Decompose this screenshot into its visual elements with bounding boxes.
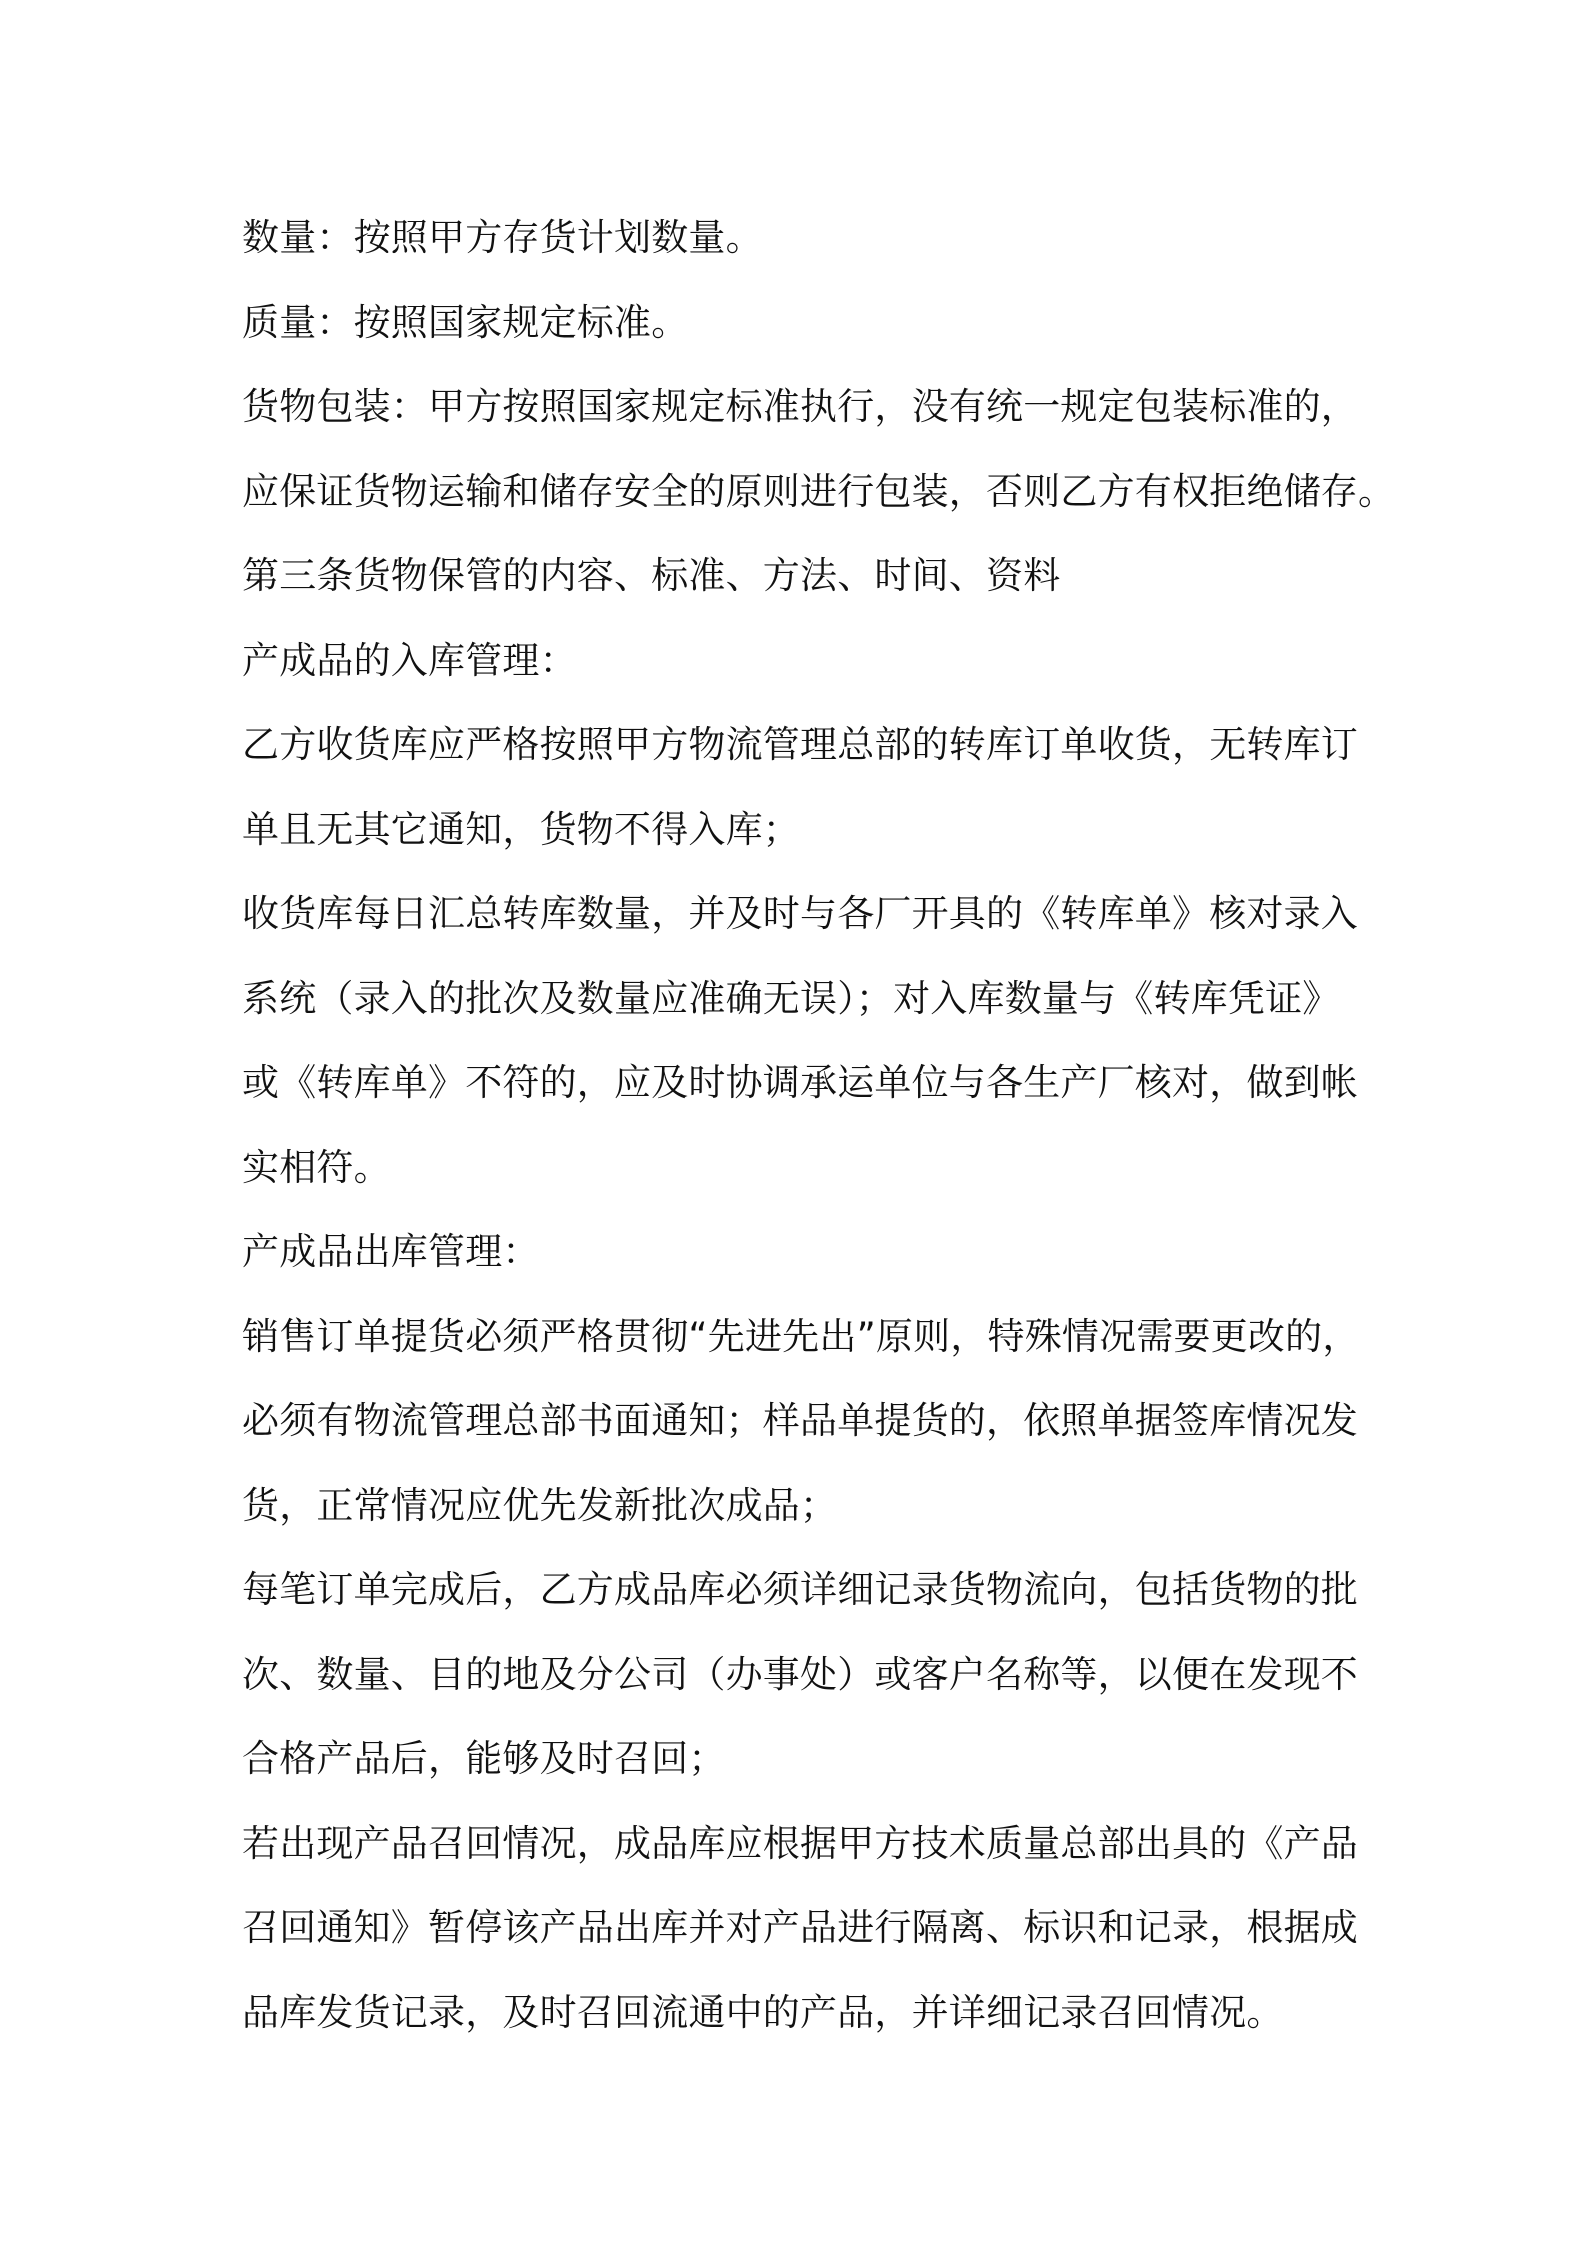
text-line: 单且无其它通知，货物不得入库；	[242, 807, 800, 851]
text-line: 货，正常情况应优先发新批次成品；	[242, 1483, 838, 1527]
text-line: 或《转库单》不符的，应及时协调承运单位与各生产厂核对，做到帐	[242, 1061, 1358, 1104]
text-line: 若出现产品召回情况，成品库应根据甲方技术质量总部出具的《产品	[242, 1821, 1358, 1865]
text-line: 收货库每日汇总转库数量，并及时与各厂开具的《转库单》核对录入	[242, 892, 1358, 935]
text-line: 召回通知》暂停该产品出库并对产品进行隔离、标识和记录，根据成	[242, 1906, 1358, 1949]
text-line-quality: 质量：按照国家规定标准。	[242, 300, 689, 344]
text-line-quantity: 数量：按照甲方存货计划数量。	[242, 216, 763, 259]
text-line: 销售订单提货必须严格贯彻“先进先出”原则，特殊情况需要更改的，	[242, 1314, 1360, 1358]
text-line: 品库发货记录，及时召回流通中的产品，并详细记录召回情况。	[242, 1990, 1284, 2034]
text-line: 乙方收货库应严格按照甲方物流管理总部的转库订单收货，无转库订	[242, 723, 1358, 766]
text-line: 每笔订单完成后，乙方成品库必须详细记录货物流向，包括货物的批	[242, 1568, 1358, 1611]
text-line: 系统（录入的批次及数量应准确无误）；对入库数量与《转库凭证》	[242, 976, 1340, 1020]
text-line: 必须有物流管理总部书面通知；样品单提货的，依照单据签库情况发	[242, 1399, 1358, 1442]
text-line: 合格产品后，能够及时召回；	[242, 1737, 726, 1780]
text-line: 实相符。	[242, 1145, 391, 1189]
text-line-packaging-cont: 应保证货物运输和储存安全的原则进行包装，否则乙方有权拒绝储存。	[242, 469, 1396, 513]
section-heading-article-3: 第三条货物保管的内容、标准、方法、时间、资料	[242, 554, 1061, 597]
subheading-outbound: 产成品出库管理：	[242, 1230, 540, 1273]
subheading-inbound: 产成品的入库管理：	[242, 638, 577, 682]
document-body	[242, 196, 1396, 2055]
text-line: 次、数量、目的地及分公司（办事处）或客户名称等，以便在发现不	[242, 1652, 1358, 1696]
text-line-packaging: 货物包装：甲方按照国家规定标准执行，没有统一规定包装标准的，	[242, 385, 1358, 428]
